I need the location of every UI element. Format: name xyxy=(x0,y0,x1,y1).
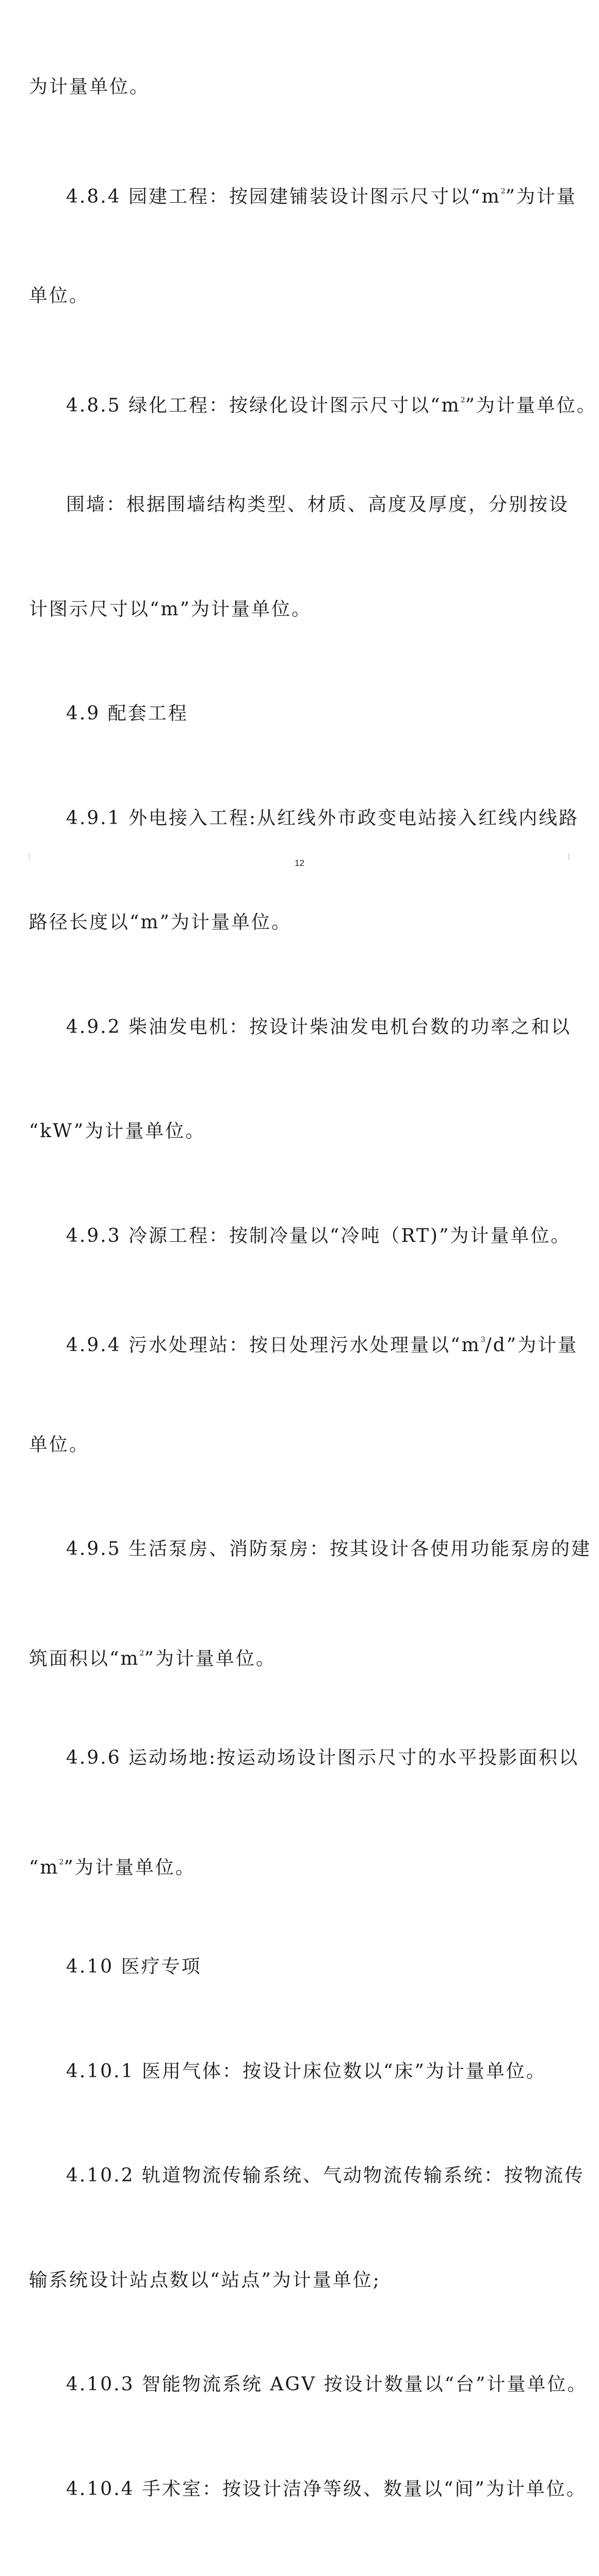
line-l14: 单位。 xyxy=(29,1434,90,1455)
page-number: 12 xyxy=(295,858,304,868)
line-l09: 路径长度以“m”为计量单位。 xyxy=(29,912,292,933)
line-l11: “kW”为计量单位。 xyxy=(29,1121,206,1142)
line-l23: 4.10.3 智能物流系统 AGV 按设计数量以“台”计量单位。 xyxy=(66,2374,588,2395)
line-text: 4.9.4 污水处理站：按日处理污水处理量以“m xyxy=(66,1335,481,1356)
line-l12: 4.9.3 冷源工程：按制冷量以“冷吨（RT)”为计量单位。 xyxy=(66,1225,571,1246)
text-block xyxy=(29,0,597,2576)
superscript: 3 xyxy=(480,1336,485,1344)
superscript: 2 xyxy=(460,396,465,404)
superscript: 2 xyxy=(500,187,506,195)
line-text: ”为计量 xyxy=(505,186,577,207)
line-l24: 4.10.4 手术室：按设计洁净等级、数量以“间”为计单位。 xyxy=(66,2478,587,2500)
line-l18 xyxy=(29,1845,576,1880)
line-l06: 计图示尺寸以“m”为计量单位。 xyxy=(29,598,312,620)
line-text: /d”为计量 xyxy=(485,1335,578,1356)
line-l19: 4.10 医疗专项 xyxy=(66,1956,202,1977)
superscript: 2 xyxy=(139,1649,144,1658)
line-l01: 为计量单位。 xyxy=(29,76,150,97)
line-text: ”为计量单位。 xyxy=(465,395,597,416)
superscript: 2 xyxy=(59,1858,64,1866)
line-text: 筑面积以“m xyxy=(29,1648,140,1669)
line-l16 xyxy=(29,1636,576,1671)
line-text: “m xyxy=(29,1857,59,1878)
line-l04 xyxy=(29,383,597,418)
line-l21: 4.10.2 轨道物流传输系统、气动物流传输系统：按物流传 xyxy=(66,2165,585,2186)
line-text: ”为计量单位。 xyxy=(144,1648,276,1669)
line-text: 4.8.5 绿化工程：按绿化设计图示尺寸以“m xyxy=(66,395,461,416)
line-l05: 围墙：根据围墙结构类型、材质、高度及厚度，分别按设 xyxy=(66,494,570,515)
line-text: 4.8.4 园建工程：按园建铺装设计图示尺寸以“m xyxy=(66,186,501,207)
line-l07: 4.9 配套工程 xyxy=(66,703,188,724)
line-l10: 4.9.2 柴油发电机：按设计柴油发电机台数的功率之和以 xyxy=(66,1016,572,1038)
line-l15: 4.9.5 生活泵房、消防泵房：按其设计各使用功能泵房的建 xyxy=(66,1538,592,1560)
line-l17: 4.9.6 运动场地:按运动场设计图示尺寸的水平投影面积以 xyxy=(66,1747,579,1768)
line-l13 xyxy=(29,1323,576,1358)
line-l08: 4.9.1 外电接入工程:从红线外市政变电站接入红线内线路 xyxy=(66,807,579,829)
line-text: ”为计量单位。 xyxy=(63,1857,196,1878)
line-l20: 4.10.1 医用气体：按设计床位数以“床”为计量单位。 xyxy=(66,2060,546,2082)
line-l03: 单位。 xyxy=(29,285,90,306)
line-l02 xyxy=(29,174,576,209)
line-l22: 输系统设计站点数以“站点”为计量单位; xyxy=(29,2269,381,2291)
